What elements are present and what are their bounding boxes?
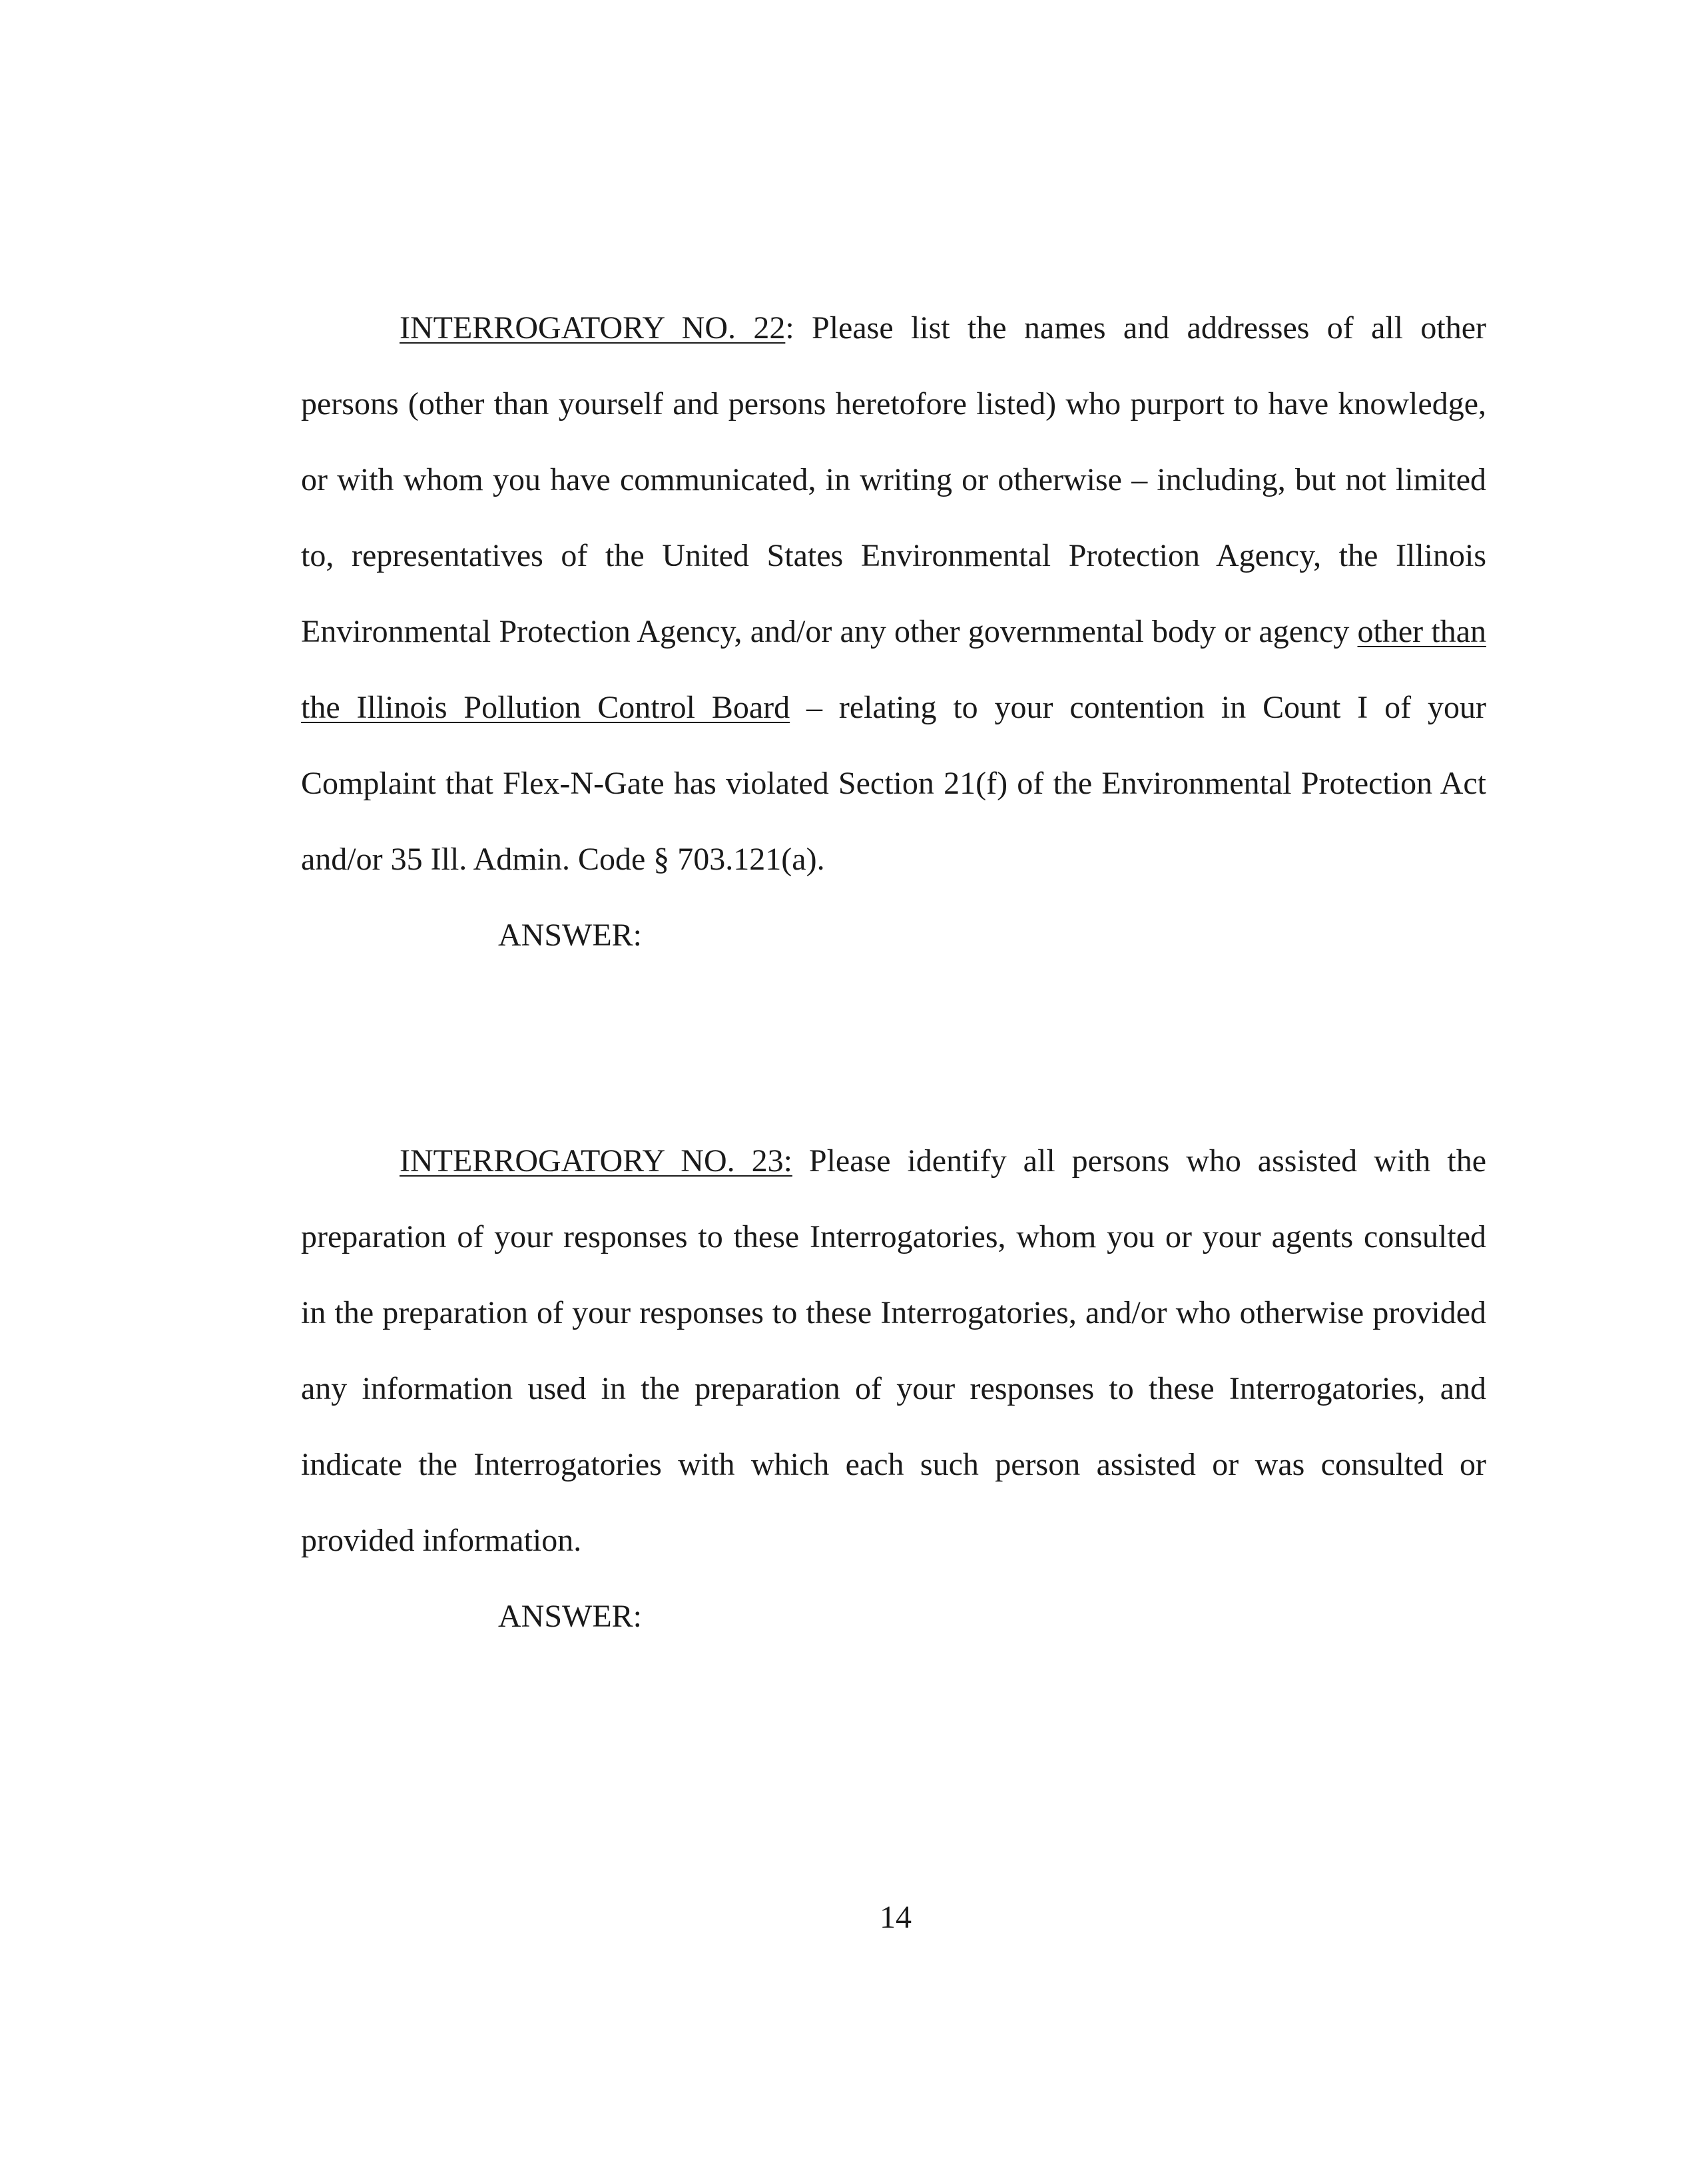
interrogatory-23 <box>301 1123 1486 1655</box>
interrogatory-22-answer-label: ANSWER: <box>498 918 642 953</box>
interrogatory-22-heading: INTERROGATORY NO. 22 <box>400 310 786 346</box>
interrogatory-23-answer-label: ANSWER: <box>498 1599 642 1634</box>
interrogatory-23-body: Please identify all persons who assisted with the preparation of your responses to these Interrogatories, whom you or your agents consulted in the preparation of your responses to these Interrogatories, and/or who otherwise provided any information used in the preparation of your responses to these Interrogatories, and indicate the Interrogatories with which each such person assisted or was consulted or provided information. <box>301 1143 1486 1558</box>
interrogatory-22-text <box>301 290 1486 898</box>
interrogatory-22-heading-colon: : <box>785 310 794 346</box>
page-number: 14 <box>880 1900 912 1935</box>
interrogatory-22-body-before: Please list the names and addresses of all other persons (other than yourself and persons heretofore listed) who purport to have knowledge, or with whom you have communicated, in writing or otherwise – including, but not limited to, representatives of the United States Environmental Protection Agency, the Illinois Environmental Protection Agency, and/or any other governmental body or agency <box>301 310 1487 649</box>
interrogatory-22-body-after: – relating to your contention in Count I of your Complaint that Flex-N-Gate has violated Section 21(f) of the Environmental Protection Act and/or 35 Ill. Admin. Code § 703.121(a). <box>301 690 1486 877</box>
interrogatory-22-emphasis: other than the Illinois Pollution Control Board <box>301 614 1487 725</box>
interrogatory-22 <box>301 290 1486 973</box>
interrogatory-23-heading: INTERROGATORY NO. 23: <box>400 1143 792 1179</box>
interrogatory-23-text <box>301 1123 1486 1579</box>
